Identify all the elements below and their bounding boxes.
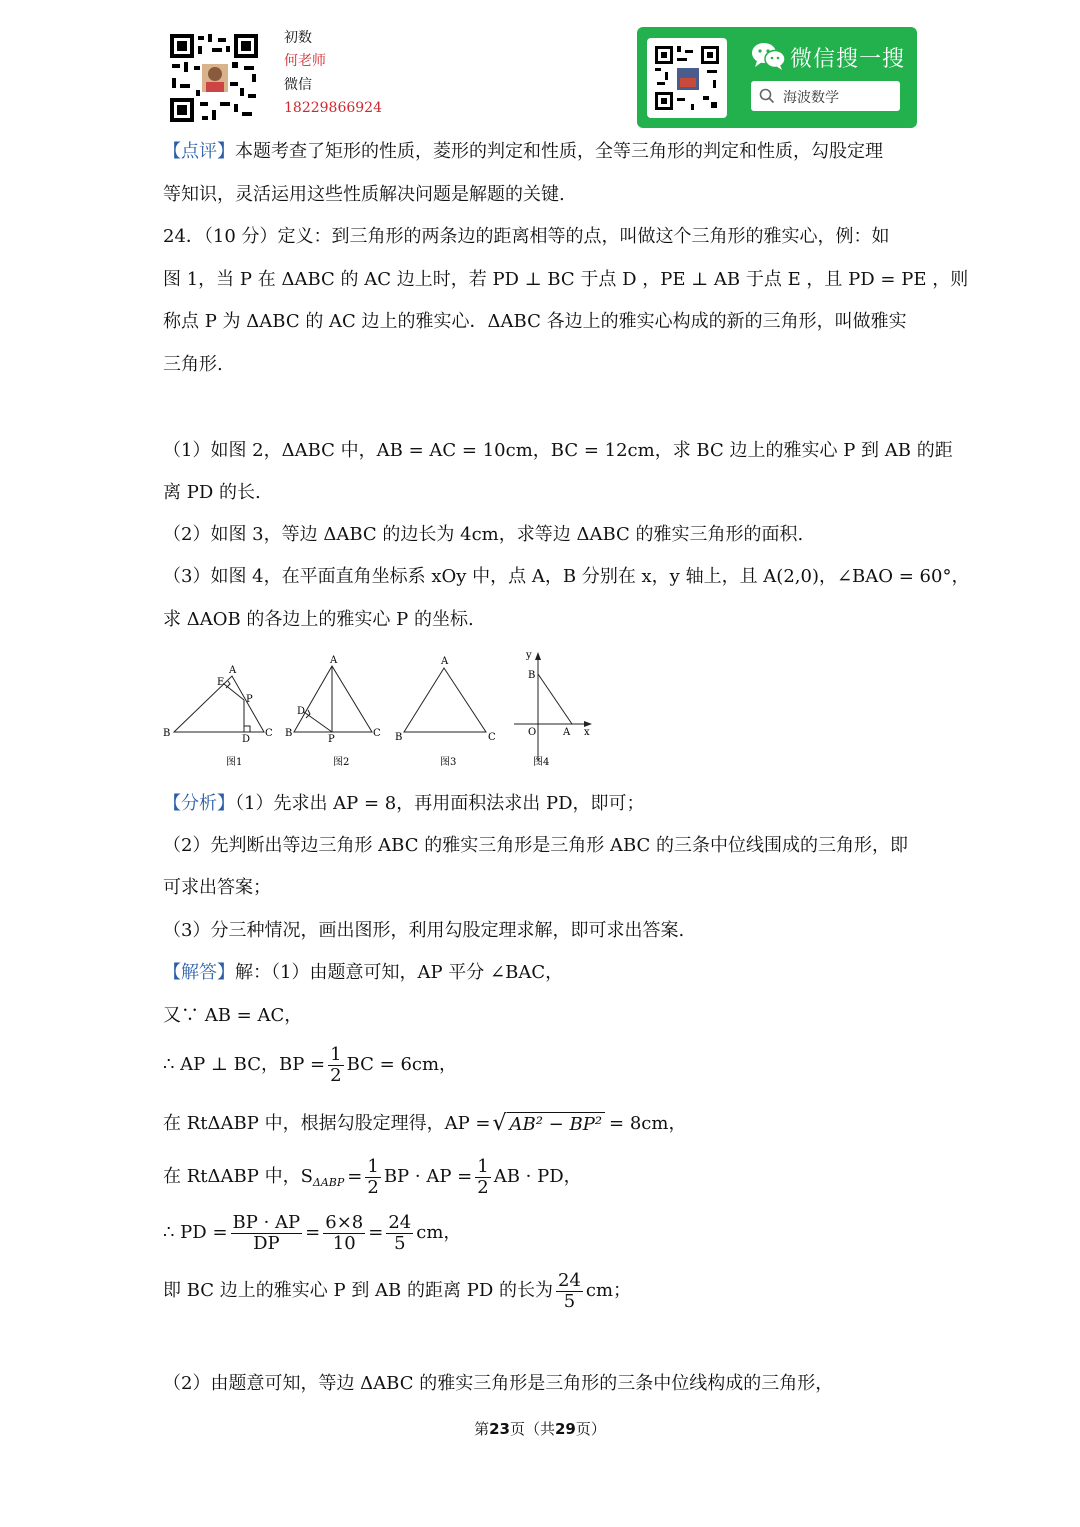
sqrt-content: AB² − BP² bbox=[507, 1112, 606, 1137]
fig1-label-C: C bbox=[265, 728, 273, 739]
frac-den: 10 bbox=[332, 1232, 356, 1254]
fig4-caption: 图4 bbox=[533, 757, 550, 768]
fig1-label-B: B bbox=[163, 728, 171, 739]
solution-line-5 bbox=[163, 1152, 582, 1202]
solution-s3b: BC = 6cm， bbox=[346, 1054, 458, 1075]
solution-line-3 bbox=[163, 1040, 457, 1090]
qr-code-right bbox=[647, 38, 727, 118]
review-line-1 bbox=[163, 140, 883, 164]
header-line-subject: 初数 bbox=[284, 30, 312, 46]
fraction-one-half bbox=[328, 1045, 343, 1086]
fraction-one-half-a bbox=[365, 1157, 380, 1198]
footer-mid: 页（共 bbox=[509, 1420, 555, 1438]
equals-2: = bbox=[368, 1222, 384, 1243]
question-3-line-1: （3）如图 4，在平面直角坐标系 xOy 中，点 A，B 分别在 x，y 轴上，且 A(2,0)，∠BAO = 60°， bbox=[163, 566, 970, 587]
fig3-caption: 图3 bbox=[440, 757, 457, 768]
frac-den: 5 bbox=[563, 1290, 576, 1312]
fig1-label-D: D bbox=[242, 734, 251, 745]
solution-tag: 【解答】 bbox=[163, 962, 235, 983]
solution-line-6 bbox=[163, 1208, 461, 1258]
solution-s4c: = 8cm， bbox=[609, 1113, 687, 1134]
footer-prefix: 第 bbox=[474, 1420, 490, 1438]
solution-s7b: cm； bbox=[585, 1280, 632, 1301]
fig1-label-P: P bbox=[246, 694, 253, 705]
question-1-line-2: 离 PD 的长. bbox=[163, 482, 261, 503]
wechat-logo-icon bbox=[751, 41, 787, 71]
fig2-label-B: B bbox=[285, 728, 293, 739]
fig4-label-O: O bbox=[528, 727, 537, 738]
analysis-line-1 bbox=[163, 792, 645, 816]
solution-line-2: 又∵ AB = AC， bbox=[163, 1005, 303, 1026]
fig1-label-A: A bbox=[229, 665, 237, 676]
fraction-24-5 bbox=[386, 1213, 413, 1254]
search-icon bbox=[759, 88, 775, 108]
solution-line-8: （2）由题意可知，等边 ΔABC 的雅实三角形是三角形的三条中位线构成的三角形， bbox=[163, 1373, 834, 1394]
fraction-one-half-b bbox=[475, 1157, 490, 1198]
fig2-label-A: A bbox=[330, 655, 338, 666]
header-wechat-label: 微信 bbox=[284, 77, 312, 93]
fig2-label-C: C bbox=[373, 728, 381, 739]
solution-s5d: AB · PD， bbox=[493, 1166, 582, 1187]
frac-num: 24 bbox=[558, 1269, 581, 1291]
problem-line-4: 三角形. bbox=[163, 354, 223, 375]
frac-den: 5 bbox=[394, 1232, 406, 1254]
frac-den: 2 bbox=[367, 1176, 379, 1198]
review-tag: 【点评】 bbox=[163, 141, 235, 162]
solution-s5c: BP · AP = bbox=[383, 1166, 473, 1187]
frac-num: 6×8 bbox=[325, 1211, 364, 1233]
fig4-label-A: A bbox=[563, 727, 571, 738]
wechat-search-banner[interactable] bbox=[637, 27, 917, 128]
analysis-line-4: （3）分三种情况，画出图形，利用勾股定理求解，即可求出答案. bbox=[163, 920, 685, 941]
solution-s4a: 在 RtΔABP 中，根据勾股定理得，AP = bbox=[163, 1113, 491, 1134]
fig3-label-A: A bbox=[441, 656, 449, 667]
fraction-bp-ap-dp bbox=[231, 1213, 303, 1254]
solution-s5a: 在 RtΔABP 中，S bbox=[163, 1166, 313, 1187]
sqrt-sign: √ bbox=[492, 1111, 507, 1136]
problem-line-3: 称点 P 为 ΔABC 的 AC 边上的雅实心．ΔABC 各边上的雅实心构成的新的三角形，叫做雅实 bbox=[163, 311, 907, 332]
solution-line-7 bbox=[163, 1266, 631, 1316]
fig4-label-y: y bbox=[526, 650, 532, 661]
question-2: （2）如图 3，等边 ΔABC 的边长为 4cm，求等边 ΔABC 的雅实三角形的面积. bbox=[163, 524, 804, 545]
frac-num: 24 bbox=[388, 1211, 412, 1233]
wechat-search-title: 微信搜一搜 bbox=[790, 47, 906, 72]
search-query: 海波数学 bbox=[783, 90, 839, 106]
equals-1: = bbox=[305, 1222, 321, 1243]
frac-den: 2 bbox=[477, 1176, 489, 1198]
frac-num: 1 bbox=[367, 1155, 379, 1177]
fig3-label-C: C bbox=[488, 732, 496, 743]
fig2-caption: 图2 bbox=[333, 757, 350, 768]
solution-s5b: = bbox=[347, 1166, 363, 1187]
question-1-line-1: （1）如图 2，ΔABC 中，AB = AC = 10cm，BC = 12cm，求 BC 边上的雅实心 P 到 AB 的距 bbox=[163, 440, 953, 461]
analysis-tag: 【分析】 bbox=[163, 793, 235, 814]
analysis-line-2: （2）先判断出等边三角形 ABC 的雅实三角形是三角形 ABC 的三条中位线围成的三角形，即 bbox=[163, 835, 909, 856]
analysis-line-3: 可求出答案； bbox=[163, 877, 271, 898]
fig2-label-P: P bbox=[328, 734, 335, 745]
solution-s6a: ∴ PD = bbox=[163, 1222, 228, 1243]
figures-strip bbox=[160, 648, 600, 773]
solution-text-1: 解：（1）由题意可知，AP 平分 ∠BAC， bbox=[235, 962, 564, 983]
page-footer bbox=[0, 1418, 1080, 1439]
review-text-1: 本题考查了矩形的性质，菱形的判定和性质，全等三角形的判定和性质，勾股定理 bbox=[235, 141, 883, 162]
fig1-label-E: E bbox=[217, 677, 225, 688]
frac-num: BP · AP bbox=[232, 1211, 301, 1233]
fraction-24-5-b bbox=[556, 1271, 583, 1312]
fraction-6x8-10 bbox=[323, 1213, 365, 1254]
problem-line-1: 24．（10 分）定义：到三角形的两条边的距离相等的点，叫做这个三角形的雅实心，例：如 bbox=[163, 226, 890, 247]
question-3-line-2: 求 ΔAOB 的各边上的雅实心 P 的坐标. bbox=[163, 609, 474, 630]
frac-num: 1 bbox=[330, 1043, 342, 1065]
footer-page: 23 bbox=[489, 1420, 510, 1438]
analysis-text-1: （1）先求出 AP = 8，再用面积法求出 PD，即可； bbox=[235, 793, 645, 814]
fig3-label-B: B bbox=[395, 732, 403, 743]
solution-s7a: 即 BC 边上的雅实心 P 到 AB 的距离 PD 的长为 bbox=[163, 1280, 553, 1301]
qr-code-left bbox=[168, 32, 260, 124]
frac-den: 2 bbox=[330, 1064, 342, 1086]
frac-num: 1 bbox=[477, 1155, 489, 1177]
problem-line-2: 图 1，当 P 在 ΔABC 的 AC 边上时，若 PD ⊥ BC 于点 D ，PE ⊥ AB 于点 E ，且 PD = PE ，则 bbox=[163, 269, 969, 290]
fig4-label-x: x bbox=[584, 727, 590, 738]
review-line-2: 等知识，灵活运用这些性质解决问题是解题的关键. bbox=[163, 184, 565, 205]
solution-s6b: cm， bbox=[416, 1222, 462, 1243]
solution-line-1 bbox=[163, 961, 563, 985]
footer-suffix: 页） bbox=[575, 1420, 606, 1438]
solution-line-4 bbox=[163, 1108, 686, 1140]
footer-total: 29 bbox=[555, 1420, 576, 1438]
fig2-label-D: D bbox=[297, 706, 306, 717]
wechat-search-input[interactable] bbox=[751, 81, 900, 111]
fig1-caption: 图1 bbox=[226, 757, 243, 768]
solution-s3a: ∴ AP ⊥ BC，BP = bbox=[163, 1054, 326, 1075]
fig4-label-B: B bbox=[528, 670, 536, 681]
frac-den: DP bbox=[253, 1232, 280, 1254]
solution-s5sub: ΔABP bbox=[312, 1176, 345, 1189]
header-phone: 18229866924 bbox=[284, 100, 382, 116]
header-teacher-name: 何老师 bbox=[284, 53, 326, 69]
